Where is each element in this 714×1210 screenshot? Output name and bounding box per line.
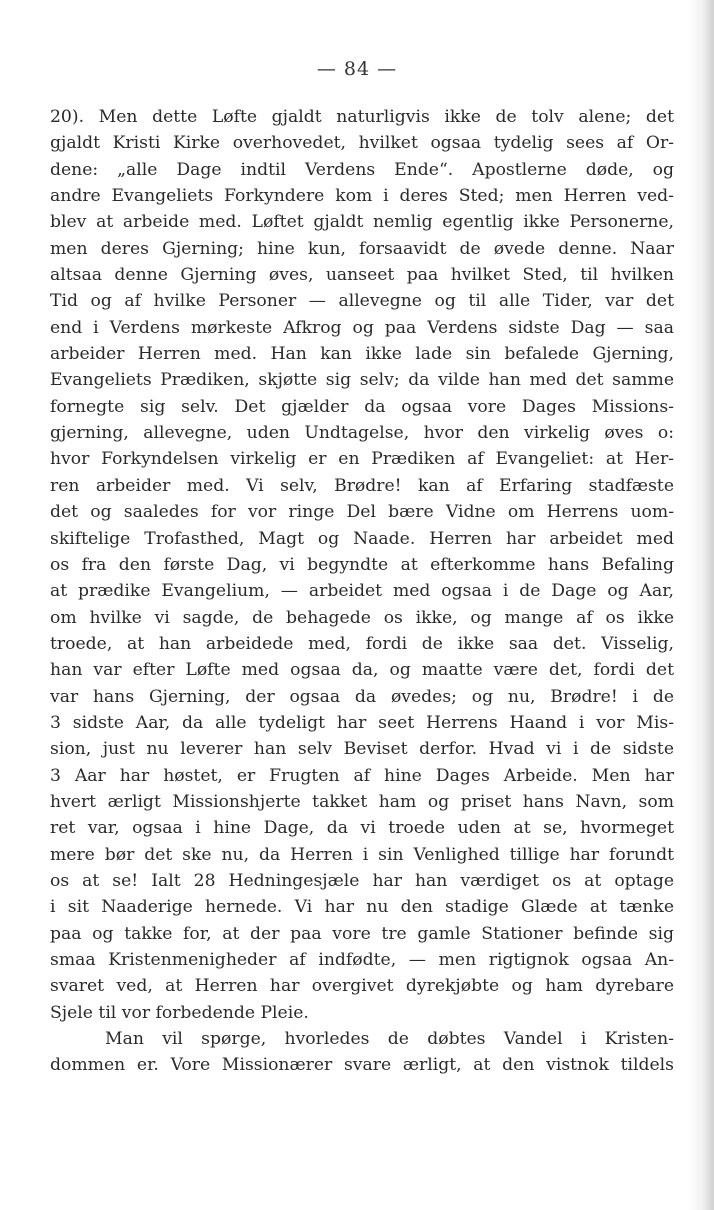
text-line: hvert ærligt Missionshjerte takket ham og priset hans Navn, som bbox=[50, 791, 674, 812]
text-line: ren arbeider med. Vi selv, Brødre! kan af Erfaring stadfæste bbox=[50, 475, 674, 496]
text-line: 3 sidste Aar, da alle tydeligt har seet Herrens Haand i vor Mis- bbox=[50, 712, 674, 733]
text-line: gjerning, allevegne, uden Undtagelse, hvor den virkelig øves o: bbox=[50, 423, 674, 444]
text-line: troede, at han arbeidede med, fordi de ikke saa det. Visselig, bbox=[50, 633, 674, 654]
text-line: os at se! Ialt 28 Hedningesjæle har han værdiget os at optage bbox=[50, 870, 674, 891]
text-line: at prædike Evangelium, — arbeidet med ogsaa i de Dage og Aar, bbox=[50, 581, 674, 602]
text-line: i sit Naaderige hernede. Vi har nu den stadige Glæde at tænke bbox=[50, 897, 674, 918]
text-line: om hvilke vi sagde, de behagede os ikke, og mange af os ikke bbox=[50, 607, 674, 628]
text-line: arbeider Herren med. Han kan ikke lade sin befalede Gjerning, bbox=[50, 344, 674, 365]
text-line: hvor Forkyndelsen virkelig er en Prædiken af Evangeliet: at Her- bbox=[50, 449, 674, 470]
text-line: andre Evangeliets Forkyndere kom i deres Sted; men Herren ved- bbox=[50, 186, 674, 207]
text-line: var hans Gjerning, der ogsaa da øvedes; og nu, Brødre! i de bbox=[50, 686, 674, 707]
text-line: fornegte sig selv. Det gjælder da ogsaa vore Dages Missions- bbox=[50, 396, 674, 417]
text-line: sion, just nu leverer han selv Beviset derfor. Hvad vi i de sidste bbox=[50, 739, 674, 760]
text-line: han var efter Løfte med ogsaa da, og maatte være det, fordi det bbox=[50, 660, 674, 681]
text-line: smaa Kristenmenigheder af indfødte, — men rigtignok ogsaa An- bbox=[50, 950, 674, 970]
text-line: Tid og af hvilke Personer — allevegne og til alle Tider, var det bbox=[50, 291, 674, 312]
text-line: ret var, ogsaa i hine Dage, da vi troede uden at se, hvormeget bbox=[50, 818, 674, 839]
text-line: gjaldt Kristi Kirke overhovedet, hvilket ogsaa tydelig sees af Or- bbox=[50, 133, 674, 154]
body-text bbox=[50, 104, 674, 1079]
text-line: men deres Gjerning; hine kun, forsaavidt de øvede denne. Naar bbox=[50, 238, 674, 259]
paragraph-start-line: Man vil spørge, hvorledes de døbtes Vandel i Kristen- bbox=[105, 1029, 674, 1050]
text-line: mere bør det ske nu, da Herren i sin Venlighed tillige har forundt bbox=[50, 844, 674, 865]
text-line: 3 Aar har høstet, er Frugten af hine Dages Arbeide. Men har bbox=[50, 765, 674, 786]
text-line: skiftelige Trofasthed, Magt og Naade. Herren har arbeidet med bbox=[50, 528, 674, 549]
text-line: blev at arbeide med. Løftet gjaldt nemlig egentlig ikke Personerne, bbox=[50, 212, 674, 233]
paragraph-end-line: Sjele til vor forbedende Pleie. bbox=[50, 1002, 309, 1023]
text-line: det og saaledes for vor ringe Del bære Vidne om Herrens uom- bbox=[50, 502, 674, 523]
page-number: — 84 — bbox=[316, 58, 398, 80]
text-line: dene: „alle Dage indtil Verdens Ende“. Apostlerne døde, og bbox=[50, 159, 674, 180]
text-line: Evangeliets Prædiken, skjøtte sig selv; da vilde han med det samme bbox=[50, 370, 674, 391]
text-line: end i Verdens mørkeste Afkrog og paa Verdens sidste Dag — saa bbox=[50, 317, 674, 338]
text-line: svaret ved, at Herren har overgivet dyrekjøbte og ham dyrebare bbox=[50, 976, 674, 997]
page-gutter-shadow bbox=[688, 0, 714, 1210]
text-line: altsaa denne Gjerning øves, uanseet paa hvilket Sted, til hvilken bbox=[50, 265, 674, 286]
text-line: os fra den første Dag, vi begyndte at efterkomme hans Befaling bbox=[50, 554, 674, 575]
text-line: dommen er. Vore Missionærer svare ærligt, at den vistnok tildels bbox=[50, 1055, 674, 1076]
text-line: paa og takke for, at der paa vore tre gamle Stationer befinde sig bbox=[50, 923, 674, 944]
text-line: 20). Men dette Løfte gjaldt naturligvis ikke de tolv alene; det bbox=[50, 107, 674, 127]
